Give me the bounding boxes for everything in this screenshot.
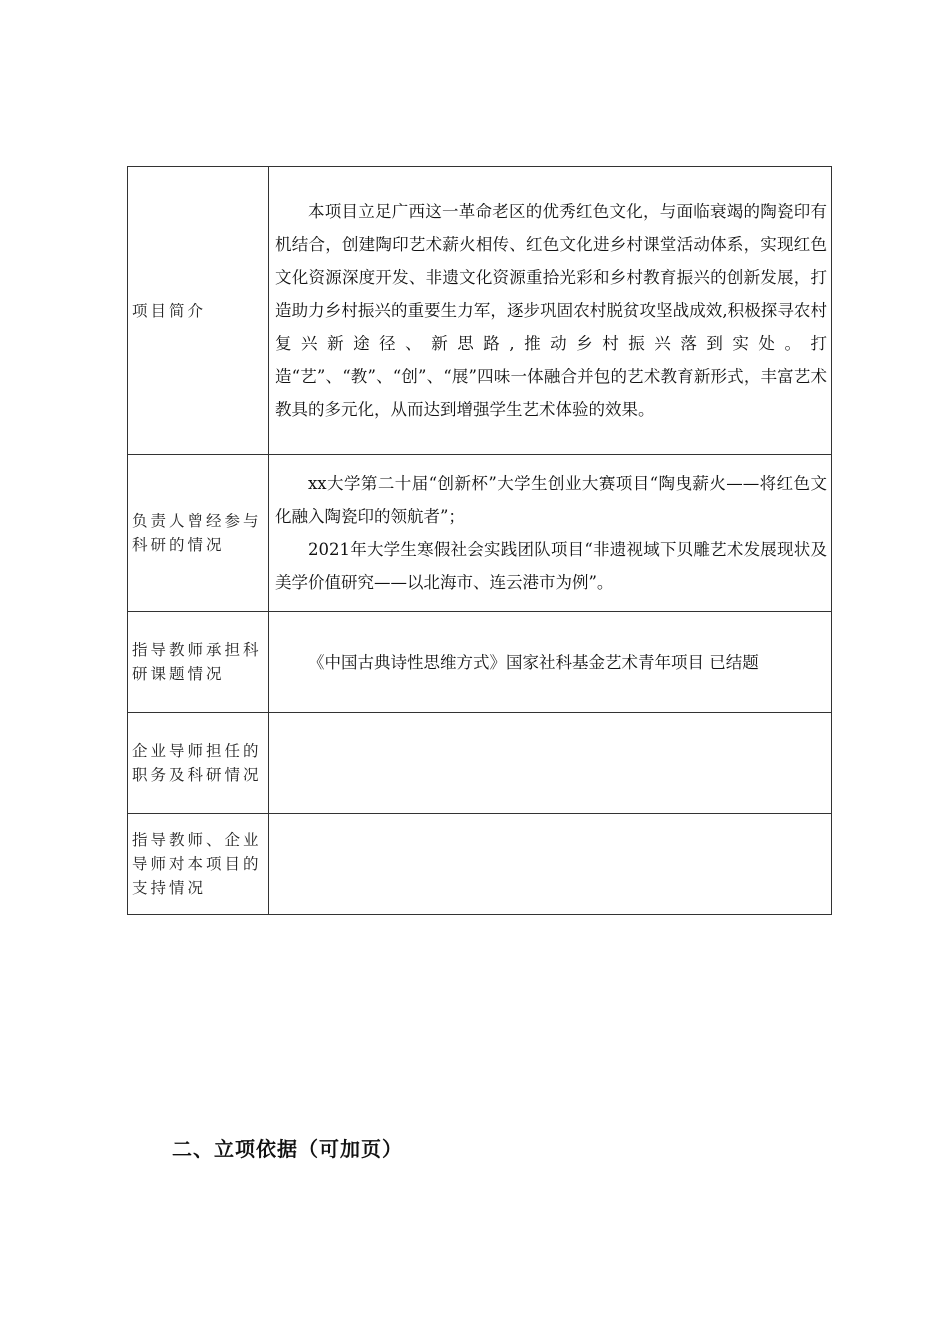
table-row — [128, 612, 832, 713]
project-info-table — [127, 166, 832, 915]
table-row — [128, 713, 832, 814]
table-row — [128, 814, 832, 915]
table-row — [128, 167, 832, 455]
section-heading: 二、立项依据（可加页） — [172, 1137, 403, 1161]
project-summary-content — [269, 167, 832, 455]
row-label-enterprise-mentor: 企业导师担任的职务及科研情况 — [128, 713, 269, 814]
row-label-project-summary: 项目简介 — [128, 167, 269, 455]
mentor-support-content[interactable] — [269, 814, 832, 915]
leader-research-content — [269, 455, 832, 612]
leader-research-item-1: xx大学第二十届“创新杯”大学生创业大赛项目“陶曳薪火——将红色文化融入陶瓷印的领航者”； — [275, 474, 827, 526]
project-summary-text: 本项目立足广西这一革命老区的优秀红色文化，与面临衰竭的陶瓷印有机结合，创建陶印艺术薪火相传、红色文化进乡村课堂活动体系，实现红色文化资源深度开发、非遗文化资源重拾光彩和乡村教育振兴的创新发展，打造助力乡村振兴的重要生力军，逐步巩固农村脱贫攻坚战成效,积极探寻农村复兴新途径、新思路,推动乡村振兴落到实处。打造“艺”、“教”、“创”、“展”四味一体融合并包的艺术教育新形式，丰富艺术教具的多元化，从而达到增强学生艺术体验的效果。 — [275, 202, 827, 419]
table-row — [128, 455, 832, 612]
row-label-advisor-projects: 指导教师承担科研课题情况 — [128, 612, 269, 713]
enterprise-mentor-content[interactable] — [269, 713, 832, 814]
row-label-leader-research: 负责人曾经参与科研的情况 — [128, 455, 269, 612]
advisor-projects-content: 《中国古典诗性思维方式》国家社科基金艺术青年项目 已结题 — [269, 612, 832, 713]
row-label-mentor-support: 指导教师、企业导师对本项目的支持情况 — [128, 814, 269, 915]
leader-research-item-2: 2021年大学生寒假社会实践团队项目“非遗视域下贝雕艺术发展现状及美学价值研究——以北海市、连云港市为例”。 — [275, 540, 827, 592]
